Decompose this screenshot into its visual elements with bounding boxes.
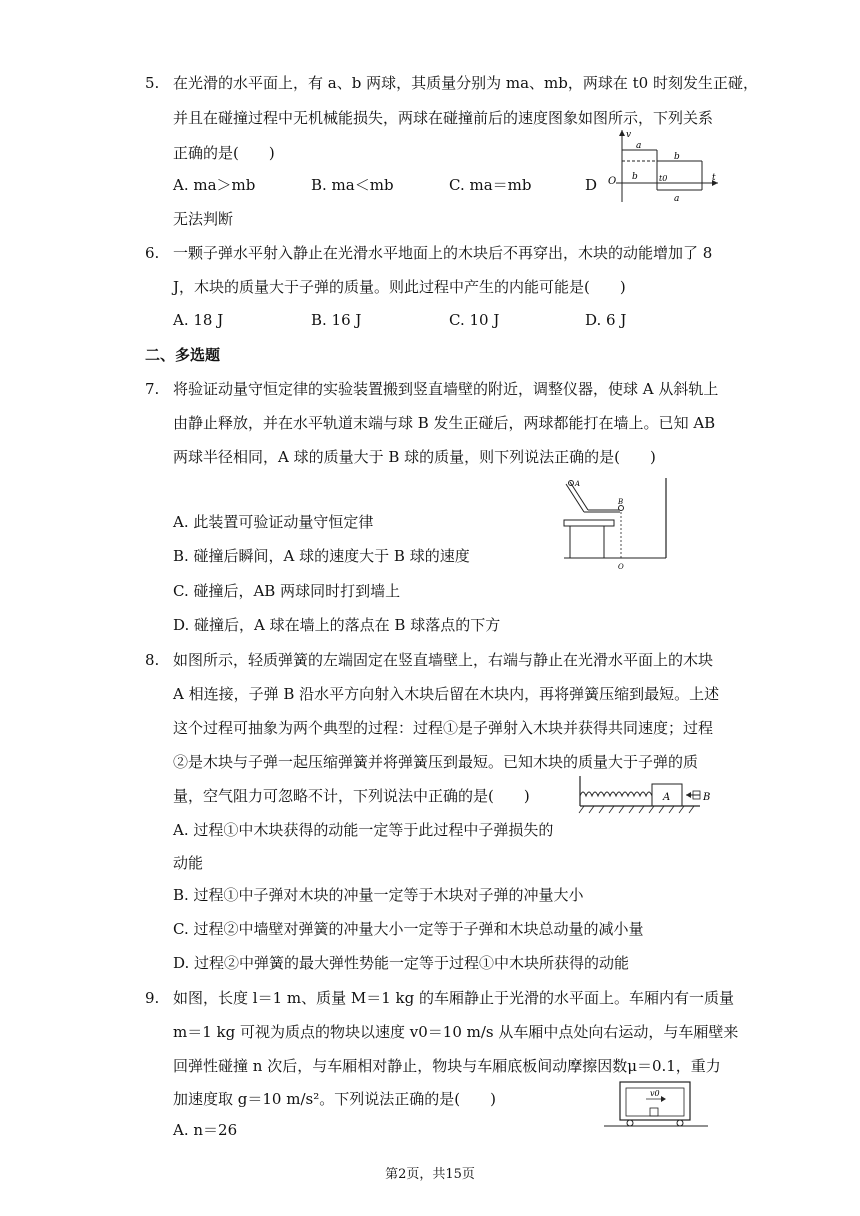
option-a: A. ma＞mb bbox=[173, 176, 256, 194]
origin-label: O bbox=[608, 176, 617, 187]
option-c: C. ma＝mb bbox=[449, 176, 532, 194]
ball-b-label: B bbox=[618, 498, 624, 506]
option-c: C. 碰撞后，AB 两球同时打到墙上 bbox=[173, 582, 401, 600]
time-label-t0: t0 bbox=[659, 174, 668, 183]
block-a-label: A bbox=[663, 792, 671, 803]
option-a-continued: 动能 bbox=[173, 854, 204, 872]
curve-label-b-after: b bbox=[674, 152, 680, 162]
section-heading: 二、多选题 bbox=[145, 346, 221, 364]
question-text-line: 一颗子弹水平射入静止在光滑水平地面上的木块后不再穿出，木块的动能增加了 8 bbox=[173, 244, 713, 262]
option-b: B. 16 J bbox=[311, 311, 362, 329]
option-b: B. ma＜mb bbox=[311, 176, 394, 194]
origin-label: O bbox=[618, 563, 624, 571]
option-d-text: 无法判断 bbox=[173, 210, 234, 228]
question-text-line: 如图所示，轻质弹簧的左端固定在竖直墙壁上，右端与静止在光滑水平面上的木块 bbox=[173, 651, 714, 669]
ball-a-label: A bbox=[575, 480, 581, 488]
option-d: D. 过程②中弹簧的最大弹性势能一定等于过程①中木块所获得的动能 bbox=[173, 954, 630, 972]
option-a: A. 此装置可验证动量守恒定律 bbox=[173, 513, 374, 531]
curve-label-a: a bbox=[636, 141, 642, 151]
question-text-line: J，木块的质量大于子弹的质量。则此过程中产生的内能可能是( ) bbox=[173, 278, 626, 296]
question-text-line: ②是木块与子弹一起压缩弹簧并将弹簧压到最短。已知木块的质量大于子弹的质 bbox=[173, 753, 699, 771]
question-text-line: 在光滑的水平面上，有 a、b 两球，其质量分别为 ma、mb，两球在 t0 时刻发生正碰， bbox=[173, 74, 758, 92]
option-c: C. 10 J bbox=[449, 311, 500, 329]
question-text-line: A 相连接，子弹 B 沿水平方向射入木块后留在木块内，再将弹簧压缩到最短。上述 bbox=[173, 685, 720, 703]
bullet-b-label: B bbox=[703, 792, 711, 803]
question-text-line: 如图，长度 l＝1 m、质量 M＝1 kg 的车厢静止于光滑的水平面上。车厢内有一质量 bbox=[173, 989, 735, 1007]
question-text-line: 加速度取 g＝10 m/s²。下列说法正确的是( ) bbox=[173, 1090, 496, 1108]
question-number: 6. bbox=[145, 244, 160, 262]
axis-label-t: t bbox=[712, 173, 716, 183]
velocity-time-graph bbox=[602, 128, 722, 204]
option-a: A. 过程①中木块获得的动能一定等于此过程中子弹损失的 bbox=[173, 821, 554, 839]
option-d: D. 碰撞后，A 球在墙上的落点在 B 球落点的下方 bbox=[173, 616, 501, 634]
question-text-line: 回弹性碰撞 n 次后，与车厢相对静止，物块与车厢底板间动摩擦因数μ＝0.1，重力 bbox=[173, 1057, 721, 1075]
question-text-line: 量，空气阻力可忽略不计，下列说法中正确的是( ) bbox=[173, 787, 530, 805]
option-d-label: D bbox=[585, 176, 598, 194]
question-text-line: 由静止释放，并在水平轨道末端与球 B 发生正碰后，两球都能打在墙上。已知 AB bbox=[173, 414, 716, 432]
option-c: C. 过程②中墙壁对弹簧的冲量大小一定等于子弹和木块总动量的减小量 bbox=[173, 920, 644, 938]
question-number: 5. bbox=[145, 74, 160, 92]
option-b: B. 碰撞后瞬间，A 球的速度大于 B 球的速度 bbox=[173, 547, 470, 565]
curve-label-b: b bbox=[632, 172, 638, 182]
question-text-line: 将验证动量守恒定律的实验装置搬到竖直墙壁的附近，调整仪器，使球 A 从斜轨上 bbox=[173, 380, 719, 398]
page-footer: 第2页，共15页 bbox=[385, 1167, 475, 1182]
question-number: 7. bbox=[145, 380, 160, 398]
question-text-line: 这个过程可抽象为两个典型的过程：过程①是子弹射入木块并获得共同速度；过程 bbox=[173, 719, 714, 737]
option-d: D. 6 J bbox=[585, 311, 627, 329]
collision-apparatus-figure bbox=[560, 474, 675, 574]
question-text-line: 正确的是( ) bbox=[173, 144, 275, 162]
option-a: A. 18 J bbox=[173, 311, 224, 329]
question-number: 9. bbox=[145, 989, 160, 1007]
curve-label-a-after: a bbox=[674, 194, 680, 204]
question-text-line: 两球半径相同，A 球的质量大于 B 球的质量，则下列说法正确的是( ) bbox=[173, 448, 656, 466]
carriage-figure bbox=[602, 1078, 712, 1128]
option-a: A. n＝26 bbox=[173, 1121, 238, 1139]
spring-block-figure bbox=[576, 772, 716, 816]
velocity-label: v0 bbox=[650, 1089, 660, 1098]
question-text-line: 并且在碰撞过程中无机械能损失，两球在碰撞前后的速度图象如图所示，下列关系 bbox=[173, 109, 714, 127]
question-text-line: m＝1 kg 可视为质点的物块以速度 v0＝10 m/s 从车厢中点处向右运动，与车厢壁来 bbox=[173, 1023, 739, 1041]
option-b: B. 过程①中子弹对木块的冲量一定等于木块对子弹的冲量大小 bbox=[173, 886, 584, 904]
axis-label-v: v bbox=[626, 130, 632, 140]
question-number: 8. bbox=[145, 651, 160, 669]
